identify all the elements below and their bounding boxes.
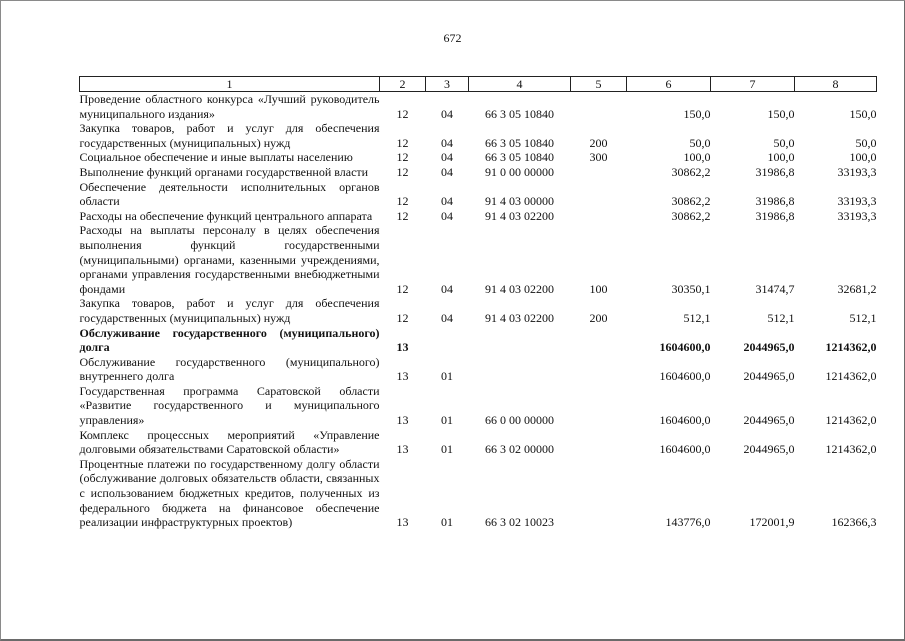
row-section: 12 [396,135,409,150]
table-row [80,223,877,296]
row-amount-col7: 31474,7 [755,281,795,296]
row-expense-type: 200 [589,310,608,325]
row-target-item: 66 3 02 10023 [485,515,554,530]
row-expense-type [571,384,627,428]
row-expense-type: 300 [589,150,608,165]
row-name: Проведение областного конкурса «Лучший руководитель муниципального издания» [79,92,380,121]
row-name: Процентные платежи по государственному долгу области (обслуживание долговых обязательств области, связанных с использованием бюджетных кредитов, полученных из федерального бюджета на финансовое обеспечение реализации инфраструктурных проектов) [79,456,380,530]
row-amount-col7: 150,0 [767,106,795,121]
row-expense-type: 100 [589,281,608,296]
row-amount-col8: 150,0 [849,106,877,121]
row-subsection: 01 [441,413,453,428]
row-amount-col6: 30862,2 [671,194,711,209]
row-amount-col6: 1604600,0 [659,413,711,428]
header-cell: 4 [469,77,571,92]
row-amount-col7: 31986,8 [755,164,795,179]
row-amount-col8: 1214362,0 [825,369,877,384]
row-name: Закупка товаров, работ и услуг для обеспечения государственных (муниципальных) нужд [79,296,380,325]
row-amount-col8: 32681,2 [837,281,877,296]
row-subsection: 01 [441,515,453,530]
row-amount-col7: 31986,8 [755,194,795,209]
table-row [80,150,877,165]
row-name: Обеспечение деятельности исполнительных органов области [79,179,380,209]
budget-table [79,76,877,530]
row-amount-col6: 1604600,0 [659,442,711,457]
row-name: Расходы на выплаты персоналу в целях обеспечения выполнения функций государственными (муниципальными) органами, казенными учреждениями, органами управления государственными внебюджетными фондами [79,223,380,296]
row-subsection: 01 [441,442,453,457]
row-amount-col8: 33193,3 [837,164,877,179]
row-name: Закупка товаров, работ и услуг для обеспечения государственных (муниципальных) нужд [79,121,380,150]
header-cell: 3 [426,77,469,92]
row-subsection: 04 [441,135,453,150]
row-section: 12 [396,164,409,179]
row-target-item: 66 0 00 00000 [485,413,554,428]
row-subsection: 04 [441,150,453,165]
row-subsection: 04 [441,281,453,296]
row-amount-col7: 31986,8 [755,208,795,223]
page-number: 672 [443,31,462,45]
row-target-item: 91 4 03 02200 [485,310,554,325]
row-section: 13 [396,340,409,355]
row-amount-col8: 100,0 [849,150,877,165]
row-section: 13 [396,442,409,457]
row-amount-col6: 100,0 [683,150,711,165]
row-amount-col8: 33193,3 [837,194,877,209]
row-name: Социальное обеспечение и иные выплаты населению [79,150,353,165]
row-amount-col8: 1214362,0 [825,413,877,428]
row-amount-col7: 2044965,0 [743,413,795,428]
header-cell: 2 [380,77,426,92]
row-amount-col6: 50,0 [689,135,711,150]
header-cell: 1 [80,77,380,92]
row-expense-type [571,355,627,384]
row-name: Комплекс процессных мероприятий «Управление долговыми обязательствами Саратовской области» [79,427,380,457]
row-target-item: 91 4 03 02200 [485,208,554,223]
row-amount-col8: 1214362,0 [825,340,877,355]
row-amount-col7: 2044965,0 [743,369,795,384]
header-cell: 6 [627,77,711,92]
row-amount-col7: 2044965,0 [743,442,795,457]
table-row [80,428,877,457]
table-row [80,384,877,428]
row-target-item: 66 3 02 00000 [485,442,554,457]
table-row [80,209,877,224]
row-section: 12 [396,106,409,121]
row-section: 12 [396,310,409,325]
row-section: 13 [396,515,409,530]
row-expense-type [571,428,627,457]
table-row [80,165,877,180]
row-amount-col7: 50,0 [773,135,795,150]
row-amount-col8: 512,1 [849,310,877,325]
row-subsection: 01 [441,369,453,384]
row-amount-col6: 150,0 [683,106,711,121]
row-amount-col8: 50,0 [855,135,877,150]
row-expense-type [571,326,627,355]
table-row [80,326,877,355]
table-body [80,92,877,530]
row-name: Обслуживание государственного (муниципального) внутреннего долга [79,354,380,384]
row-amount-col6: 1604600,0 [659,340,711,355]
row-subsection: 04 [441,310,453,325]
row-name: Обслуживание государственного (муниципального) долга [79,325,380,355]
header-cell: 8 [795,77,877,92]
row-amount-col6: 143776,0 [665,515,711,530]
header-cell: 5 [571,77,627,92]
row-amount-col8: 33193,3 [837,208,877,223]
row-target-item [469,355,571,384]
row-section: 12 [396,150,409,165]
row-subsection: 04 [441,208,453,223]
table-row [80,121,877,150]
table-row [80,355,877,384]
table-row [80,296,877,325]
table-row [80,457,877,530]
table-header-row [80,77,877,92]
row-amount-col6: 512,1 [683,310,711,325]
row-expense-type [571,209,627,224]
table-row [80,92,877,122]
row-subsection [426,326,469,355]
row-amount-col7: 512,1 [767,310,795,325]
row-subsection: 04 [441,194,453,209]
row-expense-type [571,457,627,530]
row-amount-col7: 2044965,0 [743,340,795,355]
row-name: Выполнение функций органами государственной власти [79,164,369,179]
row-section: 12 [396,194,409,209]
row-amount-col6: 1604600,0 [659,369,711,384]
row-section: 13 [396,413,409,428]
row-section: 13 [396,369,409,384]
row-amount-col8: 162366,3 [831,515,877,530]
row-name: Расходы на обеспечение функций центрального аппарата [79,208,373,223]
row-amount-col7: 100,0 [767,150,795,165]
row-target-item: 66 3 05 10840 [485,106,554,121]
row-section: 12 [396,208,409,223]
row-amount-col6: 30350,1 [671,281,711,296]
row-name: Государственная программа Саратовской области «Развитие государственного и муниципального управления» [79,383,380,428]
row-expense-type [571,165,627,180]
header-cell: 7 [711,77,795,92]
row-target-item: 91 4 03 00000 [485,194,554,209]
row-section: 12 [396,281,409,296]
row-amount-col7: 172001,9 [749,515,795,530]
row-target-item: 66 3 05 10840 [485,150,554,165]
row-target-item: 66 3 05 10840 [485,135,554,150]
row-amount-col6: 30862,2 [671,208,711,223]
row-target-item [469,326,571,355]
row-amount-col6: 30862,2 [671,164,711,179]
row-expense-type: 200 [589,135,608,150]
row-subsection: 04 [441,164,453,179]
table-row [80,180,877,209]
row-amount-col8: 1214362,0 [825,442,877,457]
row-target-item: 91 4 03 02200 [485,281,554,296]
row-expense-type [571,180,627,209]
row-subsection: 04 [441,106,453,121]
row-expense-type [571,92,627,122]
row-target-item: 91 0 00 00000 [485,164,554,179]
